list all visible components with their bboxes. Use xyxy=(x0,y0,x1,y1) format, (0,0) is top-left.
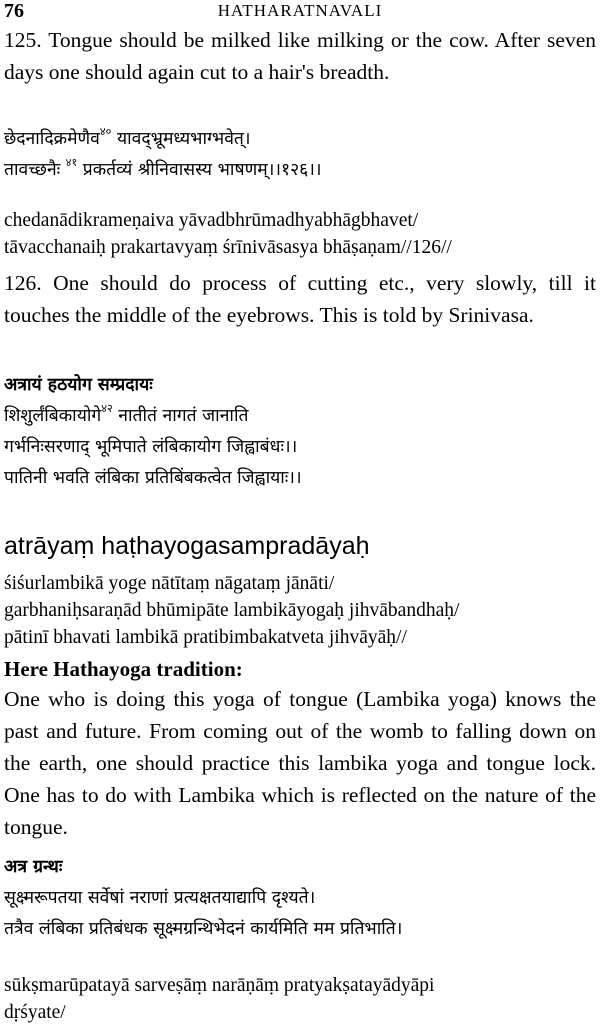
page-number: 76 xyxy=(4,0,24,22)
translation-126: 126. One should do process of cutting etc., very slowly, till it touches the middle of the eyebrows. This is told by Srinivasa. xyxy=(4,271,596,327)
hathayoga-sanskrit xyxy=(4,370,596,494)
verse-126-sanskrit xyxy=(4,124,596,186)
sanskrit-text: तावच्छनैः xyxy=(4,160,66,180)
sanskrit-text: नातीतं नागतं जानाति xyxy=(112,406,249,426)
transliteration-line: sūkṣmarūpatayā sarveṣāṃ narāṇāṃ pratyakṣatayādyāpi xyxy=(4,975,435,996)
transliteration-line: chedanādikrameṇaiva yāvadbhrūmadhyabhāgbhavet/ xyxy=(4,210,419,231)
hathayoga-transliteration-verse xyxy=(4,570,596,651)
verse-125-translation xyxy=(4,24,596,88)
sanskrit-heading: अत्रायं हठयोग सम्प्रदायः xyxy=(4,375,153,395)
transliteration-line: pātinī bhavati lambikā pratibimbakatveta jihvāyāḥ// xyxy=(4,627,407,648)
verse-126-transliteration xyxy=(4,207,596,261)
english-heading: Here Hathayoga tradition: xyxy=(4,657,243,681)
sanskrit-text: छेदनादिक्रमेणैव xyxy=(4,129,100,149)
sanskrit-verse-line: गर्भनिःसरणाद् भूमिपाते लंबिकायोग जिह्वाबंधः।। xyxy=(4,437,298,457)
translation-125: 125. Tongue should be milked like milking or the cow. After seven days one should again cut to a hair's breadth. xyxy=(4,28,596,84)
transliteration-heading: atrāyaṃ haṭhayogasampradāyaḥ xyxy=(4,532,370,560)
hathayoga-english xyxy=(4,655,596,843)
transliteration-line: dṛśyate/ xyxy=(4,1002,66,1023)
transliteration-line: tāvacchanaiḥ prakartavyaṃ śrīnivāsasya bhāṣaṇam//126// xyxy=(4,237,452,258)
running-title: HATHARATNAVALI xyxy=(217,1,383,20)
sanskrit-text: प्रकर्तव्यं श्रीनिवासस्य भाषणम्।।१२६।। xyxy=(77,160,322,180)
transliteration-line: śiśurlambikā yoge nātītaṃ nāgataṃ jānāti/ xyxy=(4,573,335,594)
sanskrit-verse-line: सूक्ष्मरूपतया सर्वेषां नराणां प्रत्यक्षतयाद्यापि दृश्यते। xyxy=(4,888,316,908)
sanskrit-verse-line xyxy=(4,155,596,186)
page-header xyxy=(0,0,600,22)
sanskrit-verse-line xyxy=(4,401,596,432)
translation-hathayoga: One who is doing this yoga of tongue (Lambika yoga) knows the past and future. From coming out of the womb to falling down on the earth, one should practice this lambika yoga and tongue lock. One has to do with Lambika which is reflected on the nature of the tongue. xyxy=(4,687,596,839)
transliteration-line: garbhaniḥsaraṇād bhūmipāte lambikāyogaḥ jihvābandhaḥ/ xyxy=(4,600,460,621)
sanskrit-text: शिशुर्लंबिकायोगे xyxy=(4,406,102,426)
sanskrit-verse-line: पातिनी भवति लंबिका प्रतिबिंबकत्वेत जिह्वायाः।। xyxy=(4,468,302,488)
sanskrit-verse-line xyxy=(4,124,596,155)
sanskrit-heading: अत्र ग्रन्थः xyxy=(4,857,63,877)
footnote-marker: ४० xyxy=(99,125,112,138)
verse-126-translation xyxy=(4,267,596,331)
granth-transliteration xyxy=(4,972,596,1026)
footnote-marker: ४१ xyxy=(65,156,78,169)
footnote-marker: ४२ xyxy=(101,402,113,415)
granth-sanskrit xyxy=(4,852,596,945)
hathayoga-transliteration xyxy=(4,530,596,562)
sanskrit-verse-line: तत्रैव लंबिका प्रतिबंधक सूक्ष्मग्रन्थिभेदनं कार्यमिति मम प्रतिभाति। xyxy=(4,919,403,939)
sanskrit-text: यावद्भ्रूमध्यभाग्भवेत्। xyxy=(111,129,251,149)
